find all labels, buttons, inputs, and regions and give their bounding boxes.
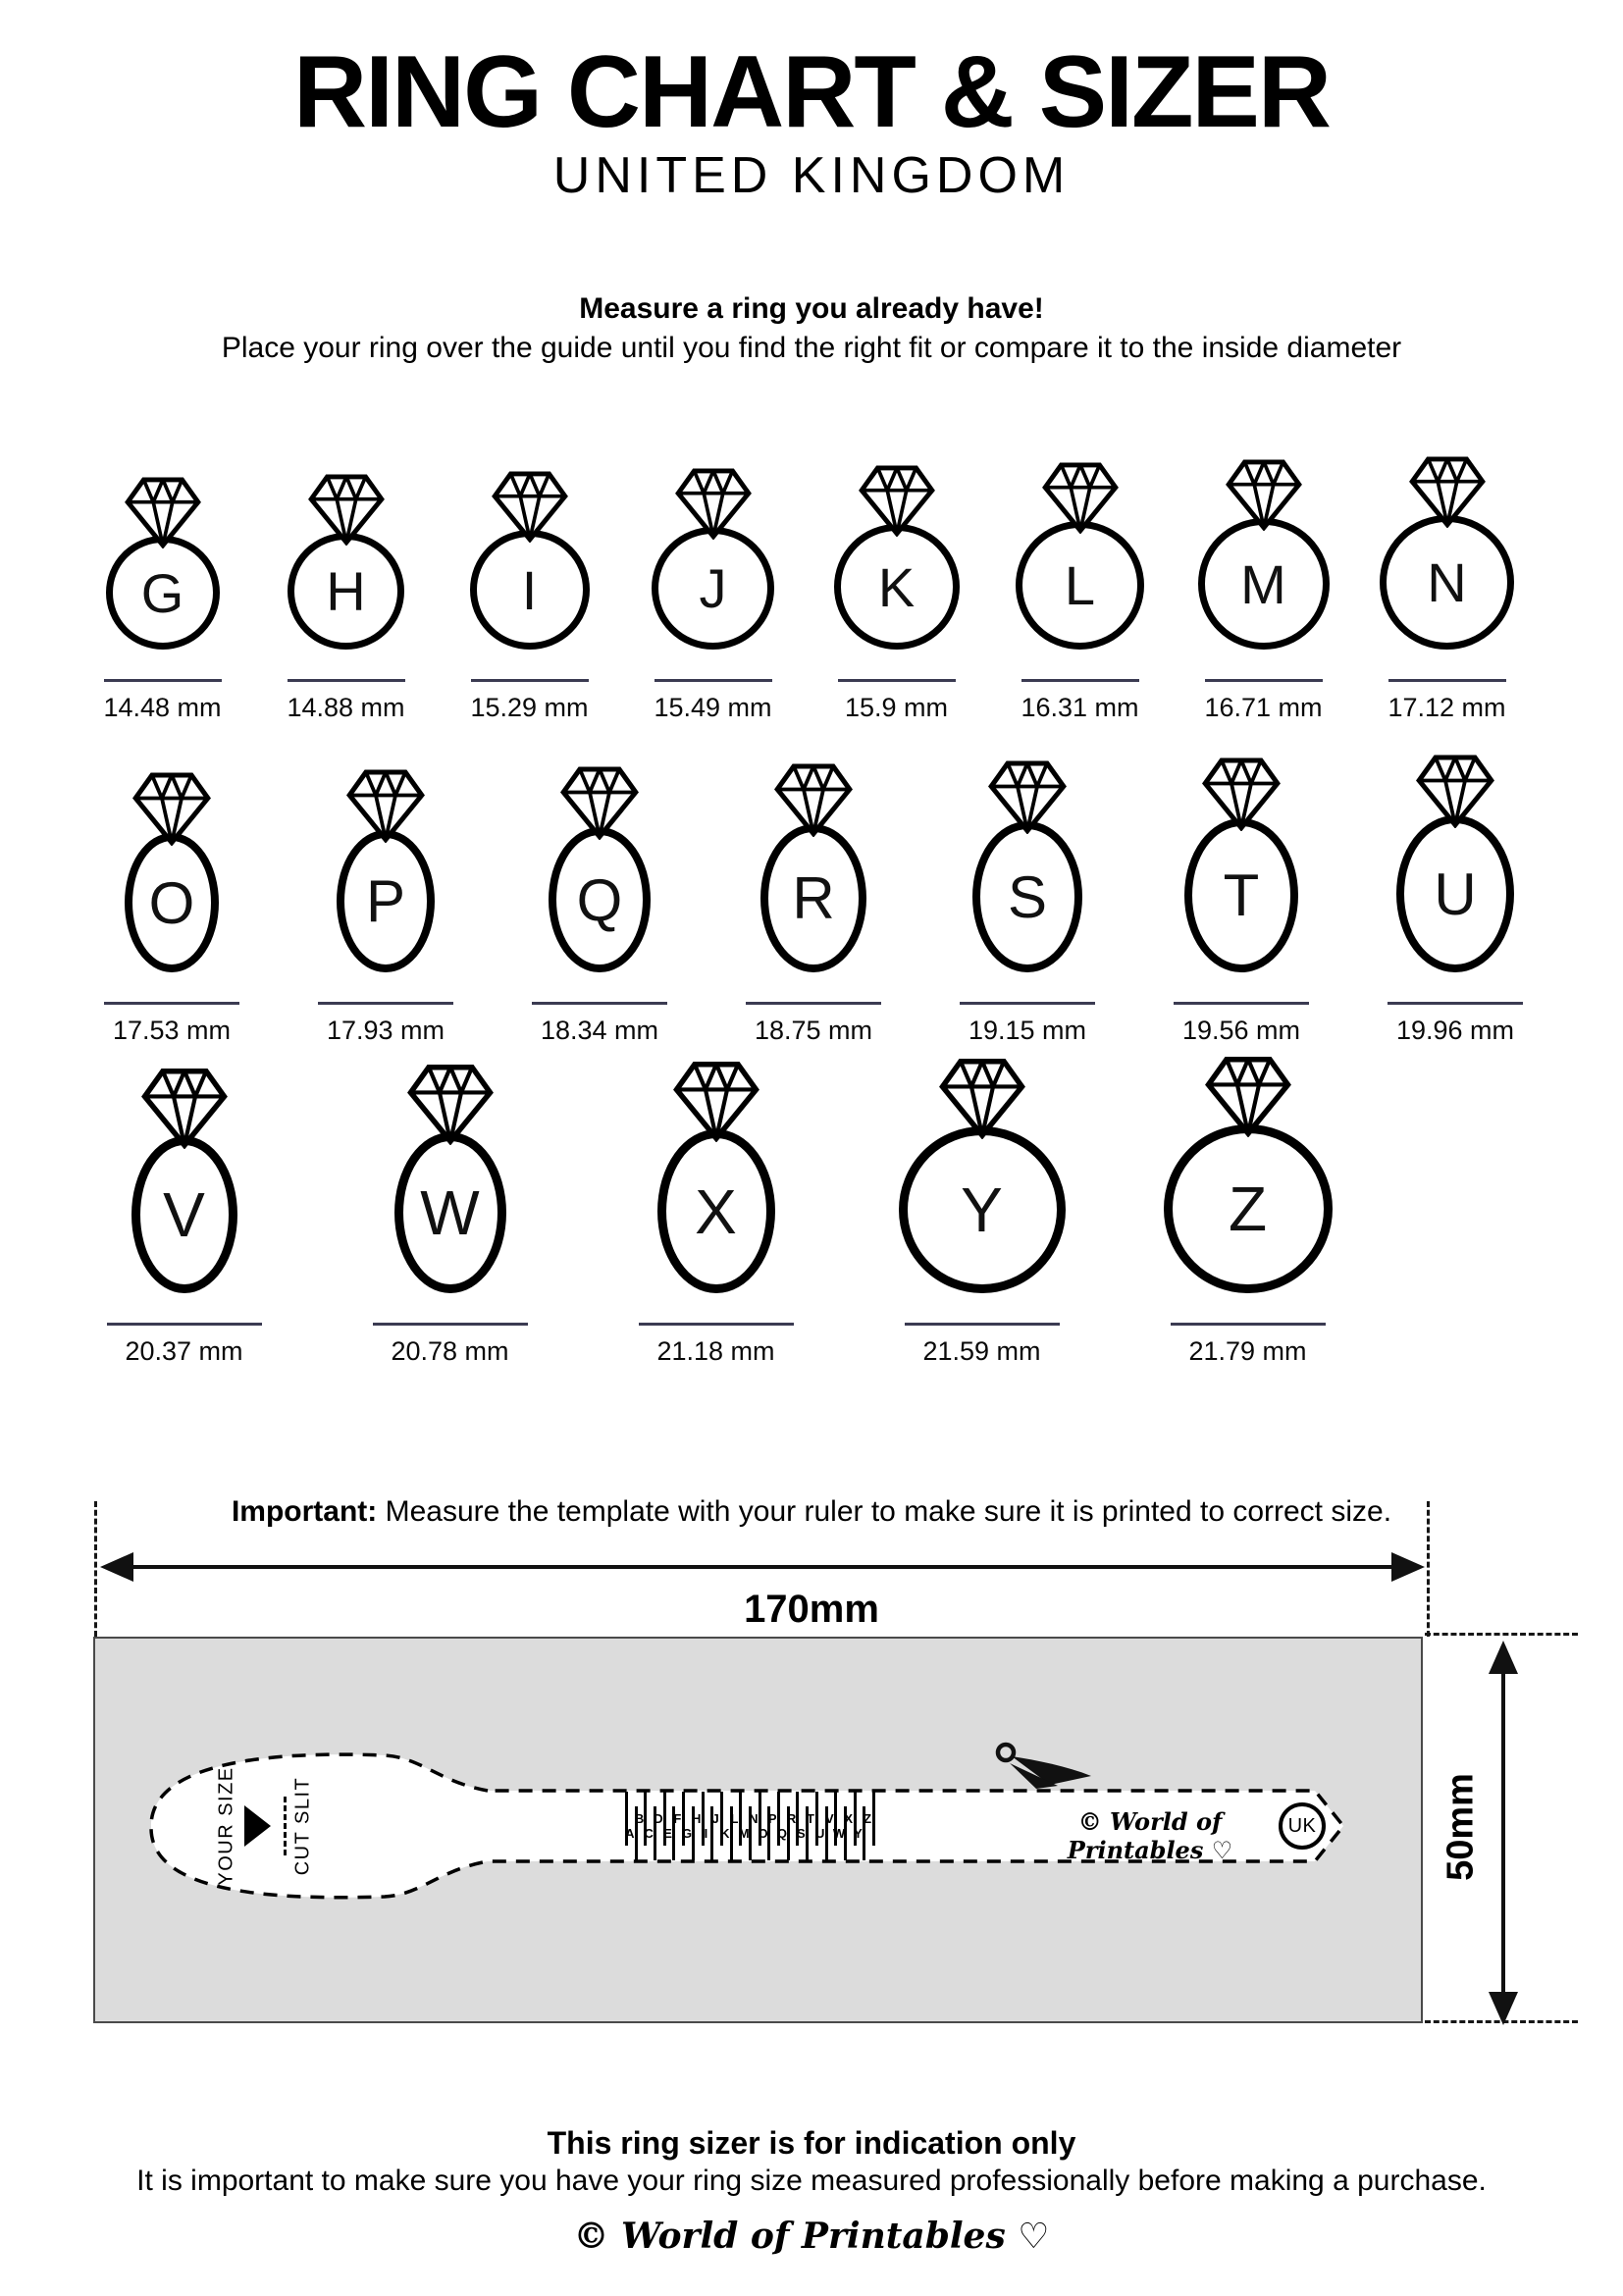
ring-circle xyxy=(652,527,774,650)
ring-circle xyxy=(1184,818,1298,972)
size-underline xyxy=(532,1002,667,1005)
height-arrow-bottom-head xyxy=(1489,1992,1518,2025)
ring-circle xyxy=(125,833,219,972)
ring-circle xyxy=(834,524,960,650)
ring-size-letter: T xyxy=(1223,862,1260,929)
ring-size-mm: 19.96 mm xyxy=(1395,1016,1515,1046)
scale-letter: B xyxy=(634,1811,645,1826)
ring-size-letter: N xyxy=(1427,551,1467,614)
ring-size-item xyxy=(65,770,279,1046)
diamond-icon xyxy=(857,463,937,537)
scale-letter: Z xyxy=(864,1811,872,1826)
ring-size-letter: P xyxy=(365,868,406,935)
size-underline xyxy=(104,1002,239,1005)
size-underline xyxy=(288,679,405,682)
scale-letter: N xyxy=(749,1811,759,1826)
ring-size-mm: 15.9 mm xyxy=(844,693,949,723)
ring-size-mm: 18.34 mm xyxy=(540,1016,659,1046)
ring-size-item xyxy=(583,1059,849,1367)
diamond-icon xyxy=(986,758,1069,834)
size-underline xyxy=(639,1323,794,1326)
scale-letter: S xyxy=(796,1826,806,1841)
ring-size-item xyxy=(805,463,988,723)
diamond-icon xyxy=(671,1059,761,1142)
ring-circle xyxy=(106,536,220,650)
ring-size-item xyxy=(621,466,805,723)
diamond-icon xyxy=(490,469,570,543)
your-size-label: YOUR SIZE xyxy=(215,1766,237,1886)
ring-row-1 xyxy=(0,454,1623,723)
ring-size-item xyxy=(849,1056,1115,1367)
letter-scale xyxy=(625,1792,872,1860)
ring-size-letter: O xyxy=(148,869,195,936)
diamond-icon xyxy=(344,767,427,843)
scale-letter: W xyxy=(832,1826,846,1841)
scale-letter: L xyxy=(730,1811,739,1826)
ring-size-letter: Q xyxy=(576,866,623,933)
ring-size-item xyxy=(317,1062,583,1367)
ring-size-letter: Y xyxy=(961,1174,1003,1246)
scale-letter: G xyxy=(681,1826,693,1841)
scale-letter: T xyxy=(807,1811,814,1826)
ring-circle xyxy=(760,824,866,972)
scale-letter: E xyxy=(663,1826,672,1841)
ring-size-mm: 14.88 mm xyxy=(287,693,405,723)
ring-circle xyxy=(131,1136,237,1293)
diamond-icon xyxy=(1040,460,1121,534)
size-underline xyxy=(960,1002,1095,1005)
size-underline xyxy=(746,1002,881,1005)
ring-size-item xyxy=(988,460,1172,723)
ring-row-3 xyxy=(0,1054,1623,1367)
scale-letter: D xyxy=(654,1811,663,1826)
size-underline xyxy=(1171,1323,1326,1326)
size-underline xyxy=(838,679,956,682)
height-dimension-label: 50mm xyxy=(1440,1773,1482,1881)
ring-size-letter: H xyxy=(326,560,366,623)
diamond-icon xyxy=(673,466,754,540)
ring-size-letter: L xyxy=(1064,554,1096,617)
ring-size-mm: 15.49 mm xyxy=(654,693,772,723)
ring-size-item xyxy=(1172,457,1355,723)
diamond-icon xyxy=(937,1056,1027,1139)
ring-size-item xyxy=(51,1066,317,1367)
cut-slit-line xyxy=(284,1797,287,1855)
scale-letter: C xyxy=(644,1826,654,1841)
ring-size-letter: G xyxy=(140,561,184,624)
ring-size-mm: 21.18 mm xyxy=(656,1336,775,1367)
intro-block xyxy=(0,289,1623,368)
footer-body: It is important to make sure you have your ring size measured professionally before making a purchase. xyxy=(136,2165,1487,2197)
ring-size-mm: 17.53 mm xyxy=(112,1016,232,1046)
page-title: RING CHART & SIZER xyxy=(293,35,1330,149)
width-arrow-right-head xyxy=(1391,1552,1425,1582)
ring-circle xyxy=(657,1129,775,1293)
size-underline xyxy=(1021,679,1139,682)
scale-letter: R xyxy=(786,1811,797,1826)
ring-size-item xyxy=(920,758,1134,1046)
ring-size-letter: S xyxy=(1007,863,1048,930)
scale-letter: X xyxy=(844,1811,854,1826)
scale-letter: O xyxy=(758,1826,768,1841)
ring-size-item xyxy=(71,475,254,723)
diamond-icon xyxy=(558,764,641,840)
ring-circle xyxy=(1198,518,1330,650)
cut-slit-label: CUT SLIT xyxy=(291,1776,314,1876)
size-underline xyxy=(373,1323,528,1326)
scale-letter: U xyxy=(814,1826,825,1841)
ring-size-mm: 20.78 mm xyxy=(391,1336,509,1367)
important-note xyxy=(0,1495,1623,1529)
ring-size-item xyxy=(1115,1054,1381,1367)
size-underline xyxy=(107,1323,262,1326)
diamond-icon xyxy=(1203,1054,1293,1137)
footer-brand-logo: © World of Printables ♡ xyxy=(573,2216,1050,2257)
uk-badge: UK xyxy=(1279,1802,1326,1850)
size-underline xyxy=(654,679,772,682)
ring-circle xyxy=(394,1132,506,1293)
scale-letter: F xyxy=(673,1811,682,1826)
width-dimension-label: 170mm xyxy=(744,1588,879,1631)
ring-size-mm: 21.59 mm xyxy=(922,1336,1041,1367)
scale-letter: M xyxy=(738,1826,750,1841)
ring-circle xyxy=(1016,521,1144,650)
ring-circle xyxy=(337,830,435,972)
ring-circle xyxy=(1396,815,1514,972)
ring-size-item xyxy=(493,764,707,1046)
size-underline xyxy=(1174,1002,1309,1005)
size-underline xyxy=(318,1002,453,1005)
scale-letter: P xyxy=(767,1811,777,1826)
ring-size-letter: X xyxy=(695,1175,737,1247)
scale-letter: K xyxy=(720,1826,730,1841)
ring-size-mm: 18.75 mm xyxy=(754,1016,873,1046)
diamond-icon xyxy=(1414,753,1496,828)
diamond-icon xyxy=(772,761,855,837)
ring-size-letter: K xyxy=(877,555,916,618)
ring-size-item xyxy=(1355,454,1539,723)
ring-circle xyxy=(1164,1124,1333,1293)
ring-circle xyxy=(549,827,651,972)
height-guide-top xyxy=(1425,1633,1578,1636)
ring-size-item xyxy=(1348,753,1562,1046)
ring-size-letter: Z xyxy=(1228,1174,1268,1245)
ring-size-mm: 17.93 mm xyxy=(326,1016,445,1046)
size-underline xyxy=(1388,679,1506,682)
brand-logo-strip: © World of Printables ♡ xyxy=(1067,1807,1233,1864)
ring-size-mm: 15.29 mm xyxy=(470,693,589,723)
ring-size-letter: R xyxy=(792,865,835,932)
diamond-icon xyxy=(405,1062,496,1145)
ring-circle xyxy=(972,821,1082,972)
intro-heading: Measure a ring you already have! xyxy=(579,292,1044,326)
ring-size-letter: J xyxy=(699,557,727,620)
sizer-template-area xyxy=(93,1637,1423,2023)
diamond-icon xyxy=(123,475,203,548)
scale-tick xyxy=(872,1792,875,1846)
ring-size-item xyxy=(707,761,920,1046)
size-underline xyxy=(471,679,589,682)
ring-size-mm: 14.48 mm xyxy=(103,693,222,723)
scale-letter: Q xyxy=(776,1826,787,1841)
scale-letter: V xyxy=(825,1811,834,1826)
ring-circle xyxy=(1380,515,1514,650)
ring-size-item xyxy=(438,469,621,723)
ring-size-letter: I xyxy=(521,558,538,621)
scale-letter: J xyxy=(711,1811,719,1826)
ring-size-mm: 17.12 mm xyxy=(1387,693,1506,723)
size-underline xyxy=(1205,679,1323,682)
width-arrow-left-head xyxy=(100,1552,133,1582)
diamond-icon xyxy=(1407,454,1488,528)
diamond-icon xyxy=(306,472,387,546)
diamond-icon xyxy=(1224,457,1304,531)
size-underline xyxy=(104,679,222,682)
size-pointer-icon xyxy=(244,1805,271,1847)
ring-circle xyxy=(899,1126,1066,1293)
scale-letter: Y xyxy=(854,1826,863,1841)
ring-size-item xyxy=(279,767,493,1046)
ring-size-letter: W xyxy=(420,1177,480,1249)
diamond-icon xyxy=(131,770,213,846)
scissors-icon xyxy=(993,1740,1096,1791)
ring-size-letter: U xyxy=(1434,861,1477,927)
scale-letter: I xyxy=(704,1826,708,1841)
ring-size-mm: 16.31 mm xyxy=(1021,693,1139,723)
footer-heading: This ring sizer is for indication only xyxy=(547,2125,1076,2161)
size-underline xyxy=(1387,1002,1523,1005)
height-arrow-line xyxy=(1501,1664,1505,2002)
ring-size-mm: 16.71 mm xyxy=(1204,693,1323,723)
scale-letter: H xyxy=(691,1811,702,1826)
diamond-icon xyxy=(1200,756,1283,831)
important-label: Important: xyxy=(231,1495,378,1528)
ring-size-letter: M xyxy=(1240,552,1286,615)
ring-circle xyxy=(288,533,404,650)
ring-size-item xyxy=(254,472,438,723)
page-subtitle: UNITED KINGDOM xyxy=(552,147,1071,205)
important-text: Measure the template with your ruler to make sure it is printed to correct size. xyxy=(377,1495,1392,1528)
width-arrow-line xyxy=(128,1565,1397,1569)
ring-row-2 xyxy=(0,753,1623,1046)
ring-size-mm: 19.56 mm xyxy=(1181,1016,1301,1046)
ring-circle xyxy=(470,530,590,650)
diamond-icon xyxy=(139,1066,230,1149)
ring-size-mm: 21.79 mm xyxy=(1188,1336,1307,1367)
intro-body: Place your ring over the guide until you find the right fit or compare it to the inside diameter xyxy=(221,332,1402,365)
height-arrow-top-head xyxy=(1489,1641,1518,1674)
ring-size-letter: V xyxy=(163,1179,205,1251)
ring-size-item xyxy=(1134,756,1348,1046)
scale-letter: A xyxy=(625,1826,635,1841)
ring-size-mm: 20.37 mm xyxy=(125,1336,243,1367)
ring-size-mm: 19.15 mm xyxy=(968,1016,1087,1046)
size-underline xyxy=(905,1323,1060,1326)
